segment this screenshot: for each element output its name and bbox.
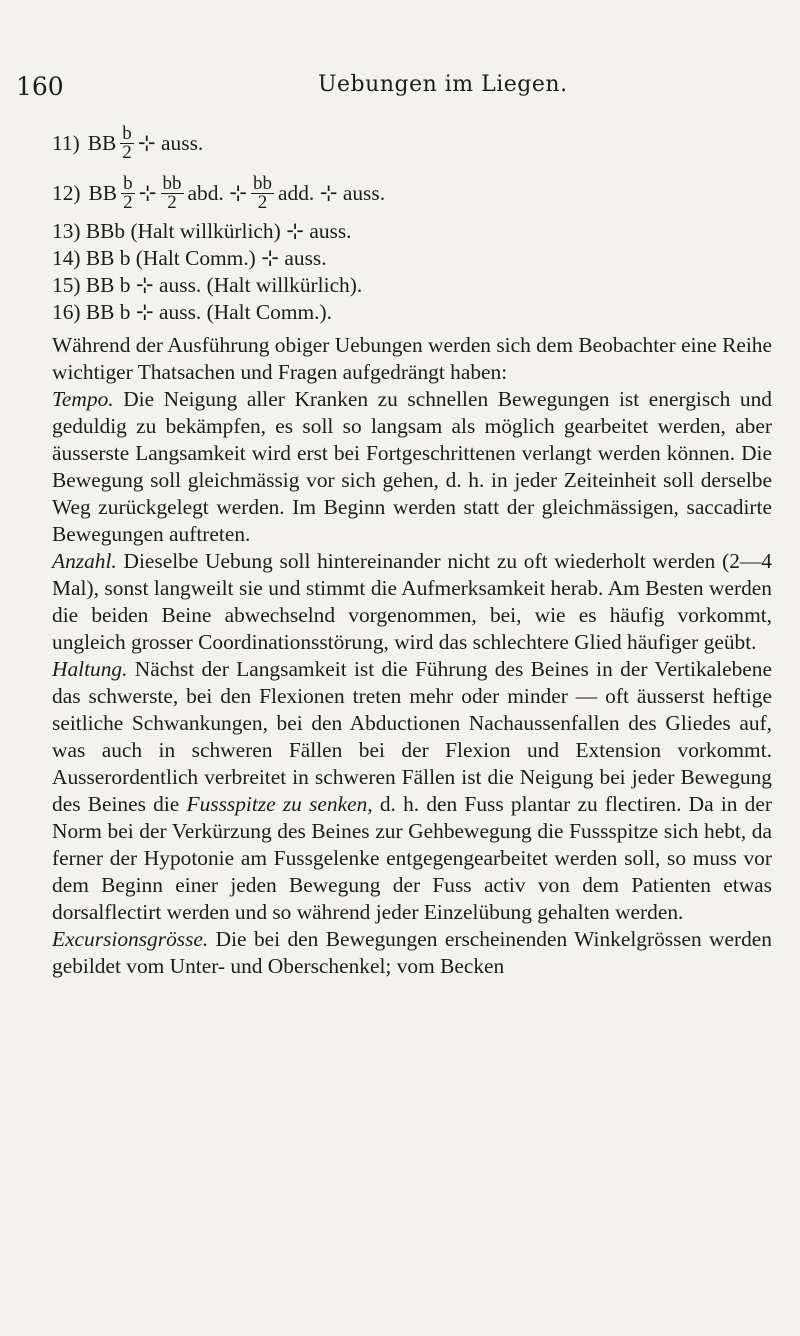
fraction-denominator: 2 xyxy=(123,191,133,213)
fraction-numerator: bb xyxy=(253,172,273,194)
emphasis-text: Fussspitze zu senken, xyxy=(186,792,373,816)
exercise-prefix: BB xyxy=(88,180,118,205)
fraction-denominator: 2 xyxy=(122,141,132,163)
fraction-denominator: 2 xyxy=(167,191,177,213)
paragraph-text: Die bei den Bewegungen erscheinenden Winkelgrössen werden gebildet vom Unter- und Oberschenkel; vom Becken xyxy=(52,927,772,978)
page-body xyxy=(52,118,772,980)
fraction-denominator: 2 xyxy=(257,191,268,213)
paragraph-heading: Excursionsgrösse. xyxy=(52,927,209,951)
fraction xyxy=(120,122,134,163)
exercise-15: 15) BB b ⊹ auss. (Halt willkürlich). xyxy=(52,273,363,297)
running-head: Uebungen im Liegen. xyxy=(318,72,568,97)
fraction-numerator: b xyxy=(123,172,133,194)
exercise-12 xyxy=(52,168,772,218)
paragraph-anzahl xyxy=(52,548,772,656)
exercise-11 xyxy=(52,118,772,168)
exercise-16: 16) BB b ⊹ auss. (Halt Comm.). xyxy=(52,300,332,324)
exercise-rest: ⊹ auss. xyxy=(137,130,204,155)
fraction xyxy=(251,172,274,213)
paragraph-text: d. h. den Fuss plantar zu flectiren. Da in der Norm bei der Verkürzung des Beines zur Gehbewegung die Fussspitze sich hebt, da ferner der Hypotonie am Fussgelenke entgegengearbeitet werden soll, so muss vor dem Beginn einer jeden Bewegung der Fuss activ von dem Patienten etwas dorsalflectirt werden und so während jeder Einzelübung gehalten werden. xyxy=(52,792,772,924)
exercise-number: 12) xyxy=(52,180,81,205)
paragraph-tempo xyxy=(52,386,772,548)
fraction-numerator: b xyxy=(122,122,132,144)
paragraph-haltung xyxy=(52,656,772,926)
fraction xyxy=(161,172,184,213)
fraction xyxy=(121,172,135,213)
plus-sign: ⊹ xyxy=(138,180,157,205)
paragraph-excursion xyxy=(52,926,772,980)
paragraph-heading: Anzahl. xyxy=(52,549,117,573)
paragraph-heading: Haltung. xyxy=(52,657,128,681)
exercise-prefix: BB xyxy=(87,130,117,155)
paragraph-text: Die Neigung aller Kranken zu schnellen Bewegungen ist energisch und geduldig zu bekämpfen, es soll so langsam als möglich gearbeitet werden, aber äusserste Langsamkeit wird erst bei Fortgeschrittenen verlangt werden können. Die Bewegung soll gleichmässig vor sich gehen, d. h. in jeder Zeiteinheit soll derselbe Weg zurückgelegt werden. Im Beginn werden statt der gleichmässigen, saccadirte Bewegungen auftreten. xyxy=(52,387,772,546)
paragraph-text: Nächst der Langsamkeit ist die Führung des Beines in der Vertikalebene das schwerste, bei den Flexionen treten mehr oder minder — oft äusserst heftige seitliche Schwankungen, bei den Abductionen Nachaussenfallen des Gliedes auf, was auch in schweren Fällen bei der Flexion und Extension vorkommt. Ausserordentlich verbreitet in schweren Fällen ist die Neigung bei jeder Bewegung des Beines die xyxy=(52,657,772,816)
exercise-13: 13) BBb (Halt willkürlich) ⊹ auss. xyxy=(52,219,352,243)
page-number: 160 xyxy=(16,72,64,101)
exercise-14: 14) BB b (Halt Comm.) ⊹ auss. xyxy=(52,246,327,270)
paragraph-intro: Während der Ausführung obiger Uebungen werden sich dem Beobachter eine Reihe wichtiger Thatsachen und Fragen aufgedrängt haben: xyxy=(52,333,772,384)
fraction-numerator: bb xyxy=(162,172,182,194)
exercise-rest: add. ⊹ auss. xyxy=(278,180,386,205)
exercise-mid: abd. ⊹ xyxy=(187,180,248,205)
paragraph-text: Dieselbe Uebung soll hintereinander nicht zu oft wiederholt werden (2—4 Mal), sonst langweilt sie und stimmt die Aufmerksamkeit herab. Am Besten werden die beiden Beine abwechselnd vorgenommen, bei, wie es häufig vorkommt, ungleich grosser Coordinationsstörung, wird das schlechtere Glied häufiger geübt. xyxy=(52,549,772,654)
exercise-number: 11) xyxy=(52,130,80,155)
paragraph-heading: Tempo. xyxy=(52,387,114,411)
